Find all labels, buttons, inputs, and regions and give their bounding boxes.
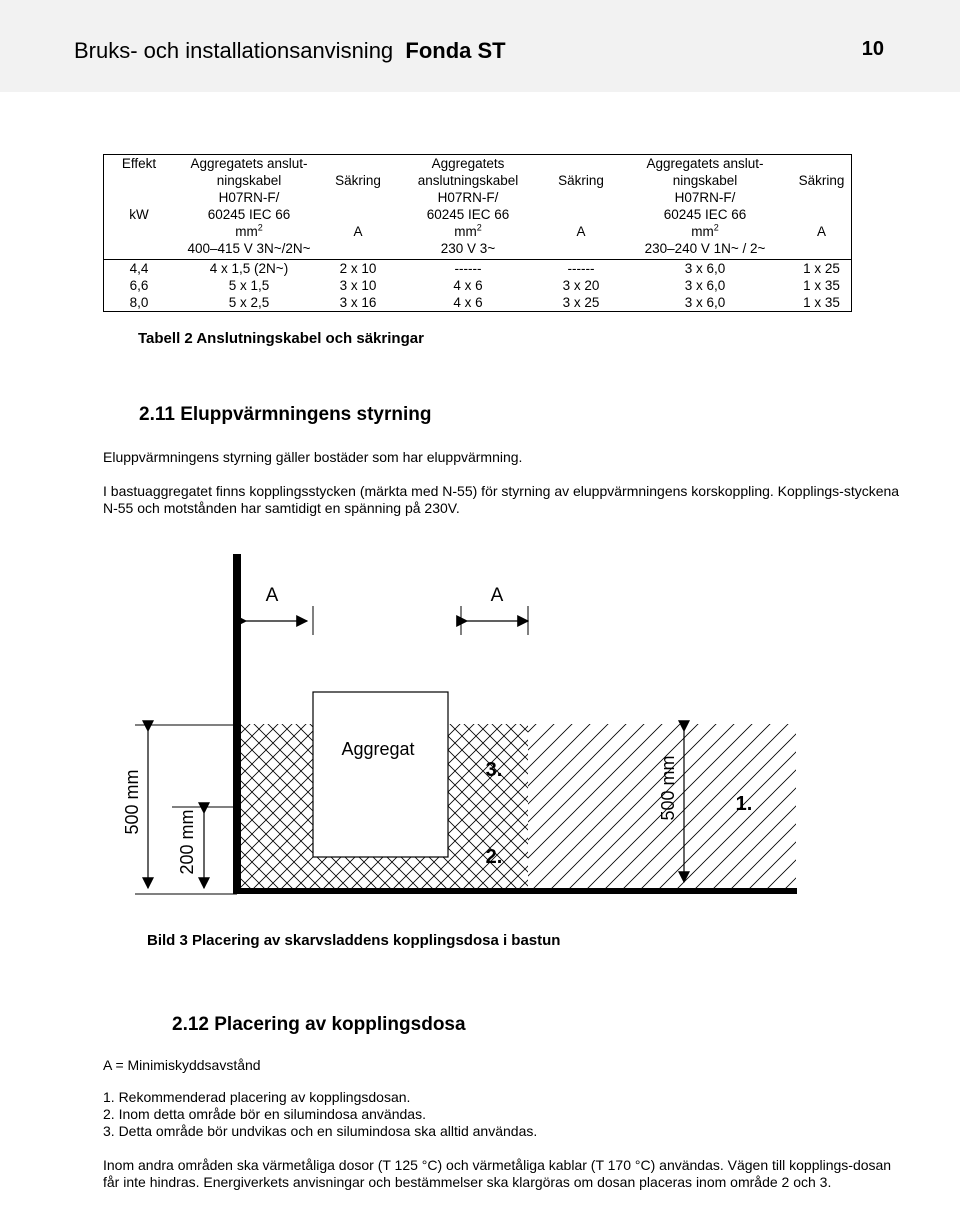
- table-header-row: [104, 155, 852, 260]
- table-cell: 6,6: [129, 278, 149, 293]
- header-text: Aggregatets anslut-: [646, 156, 764, 171]
- header-fuse-3: [792, 155, 852, 260]
- header-text: A: [576, 224, 586, 239]
- header-text: 60245 IEC 66: [663, 207, 747, 222]
- label-500mm-right: 500 mm: [658, 755, 678, 821]
- figure-caption: Bild 3 Placering av skarvsladdens kopplingsdosa i bastun: [147, 932, 561, 949]
- header-text: Säkring: [798, 173, 845, 188]
- table-row: [104, 260, 852, 278]
- table-cell: ------: [567, 261, 595, 276]
- header-text: H07RN-F/: [218, 190, 280, 205]
- floor: [233, 888, 797, 894]
- zone-1-label: 1.: [735, 793, 753, 815]
- table-cell: 3 x 10: [339, 278, 377, 293]
- header-text: Säkring: [335, 173, 381, 188]
- paragraph: Eluppvärmningens styrning gäller bostäder som har eluppvärmning.: [103, 449, 523, 465]
- header-fuse-2: [544, 155, 618, 260]
- section-heading-2-11: 2.11 Eluppvärmningens styrning: [139, 404, 432, 425]
- table-cell: 3 x 6,0: [684, 278, 726, 293]
- table-row: [104, 277, 852, 294]
- header-cable-230v-1n: [618, 155, 792, 260]
- label-500mm-left: 500 mm: [122, 769, 142, 835]
- table-cell: 3 x 25: [562, 295, 600, 310]
- header-text: Aggregatets anslut-: [190, 156, 308, 171]
- page-header: [0, 0, 960, 92]
- table-cell: ------: [454, 261, 482, 276]
- header-text: Aggregatets: [431, 156, 505, 171]
- table-cell: 2 x 10: [339, 261, 377, 276]
- table-cell: 3 x 16: [339, 295, 377, 310]
- header-text: anslutningskabel: [417, 173, 519, 188]
- header-text: 230 V 3~: [440, 241, 496, 256]
- header-text: ningskabel: [672, 173, 738, 188]
- header-text: H07RN-F/: [674, 190, 736, 205]
- table-cell: 4,4: [129, 261, 149, 276]
- table-cell: 1 x 25: [803, 261, 840, 276]
- table-cell: 8,0: [129, 295, 149, 310]
- header-text: kW: [129, 207, 149, 222]
- label-a-right: A: [490, 585, 504, 606]
- manual-title: Bruks- och installationsanvisning: [74, 38, 394, 63]
- header-text: 400–415 V 3N~/2N~: [187, 241, 311, 256]
- definition: A = Minimiskyddsavstånd: [103, 1057, 261, 1073]
- list-item: 3. Detta område bör undvikas och en silumindosa ska alltid användas.: [103, 1123, 538, 1139]
- zone-list: [103, 1089, 537, 1140]
- superscript: 2: [713, 222, 719, 233]
- placement-figure: [0, 540, 960, 920]
- header-text: mm: [691, 224, 714, 239]
- product-name: Fonda ST: [405, 38, 506, 63]
- header-text: 60245 IEC 66: [207, 207, 291, 222]
- table-cell: 3 x 6,0: [684, 261, 726, 276]
- paragraph: I bastuaggregatet finns kopplingsstycken (märkta med N-55) för styrning av eluppvärmningens korskoppling. Kopplings-styckena N-55 och motstånden har samtidigt en spänning på 230V.: [103, 483, 900, 516]
- table-cell: 3 x 20: [562, 278, 600, 293]
- header-text: 230–240 V 1N~ / 2~: [644, 241, 766, 256]
- table-cell: 5 x 2,5: [228, 295, 270, 310]
- table-cell: 5 x 1,5: [228, 278, 270, 293]
- wall: [233, 554, 241, 894]
- paragraph: Inom andra områden ska värmetåliga dosor (T 125 °C) och värmetåliga kablar (T 170 °C) användas. Vägen till kopplings-dosan får inte hindras. Energiverkets anvisningar och bestämmelser ska klargöras om dosan placeras inom område 2 och 3.: [103, 1157, 892, 1190]
- header-text: mm: [454, 224, 477, 239]
- header-text: ningskabel: [216, 173, 282, 188]
- header-fuse-1: [324, 155, 392, 260]
- superscript: 2: [257, 222, 263, 233]
- aggregat-label: Aggregat: [341, 739, 415, 759]
- table-cell: 4 x 1,5 (2N~): [209, 261, 289, 276]
- table-caption: Tabell 2 Anslutningskabel och säkringar: [138, 330, 424, 347]
- header-cable-400v: [174, 155, 324, 260]
- table-cell: 4 x 6: [453, 295, 483, 310]
- header-text: A: [816, 224, 826, 239]
- header-cable-230v: [392, 155, 544, 260]
- header-text: Effekt: [121, 156, 157, 171]
- table-row: [104, 294, 852, 312]
- label-a-left: A: [265, 585, 279, 606]
- header-text: H07RN-F/: [437, 190, 499, 205]
- label-200mm: 200 mm: [177, 809, 197, 875]
- table-cell: 3 x 6,0: [684, 295, 726, 310]
- zone-3-hatch-left: [237, 724, 313, 807]
- table-cell: 1 x 35: [803, 278, 840, 293]
- table-cell: 1 x 35: [803, 295, 840, 310]
- header-text: mm: [235, 224, 258, 239]
- zone-2-label: 2.: [485, 846, 503, 868]
- list-item: 2. Inom detta område bör en silumindosa användas.: [103, 1106, 426, 1122]
- header-effekt: [104, 155, 175, 260]
- superscript: 2: [476, 222, 482, 233]
- header-text: Säkring: [558, 173, 604, 188]
- table-cell: 4 x 6: [453, 278, 483, 293]
- zone-3-label: 3.: [485, 759, 503, 781]
- list-item: 1. Rekommenderad placering av kopplingsdosan.: [103, 1089, 411, 1105]
- page-number: 10: [861, 38, 884, 60]
- section-heading-2-12: 2.12 Placering av kopplingsdosa: [172, 1014, 466, 1035]
- connection-cable-table: [103, 154, 852, 312]
- header-text: A: [353, 224, 363, 239]
- header-text: 60245 IEC 66: [426, 207, 510, 222]
- aggregat-box: [313, 692, 448, 857]
- document-title: [74, 38, 506, 64]
